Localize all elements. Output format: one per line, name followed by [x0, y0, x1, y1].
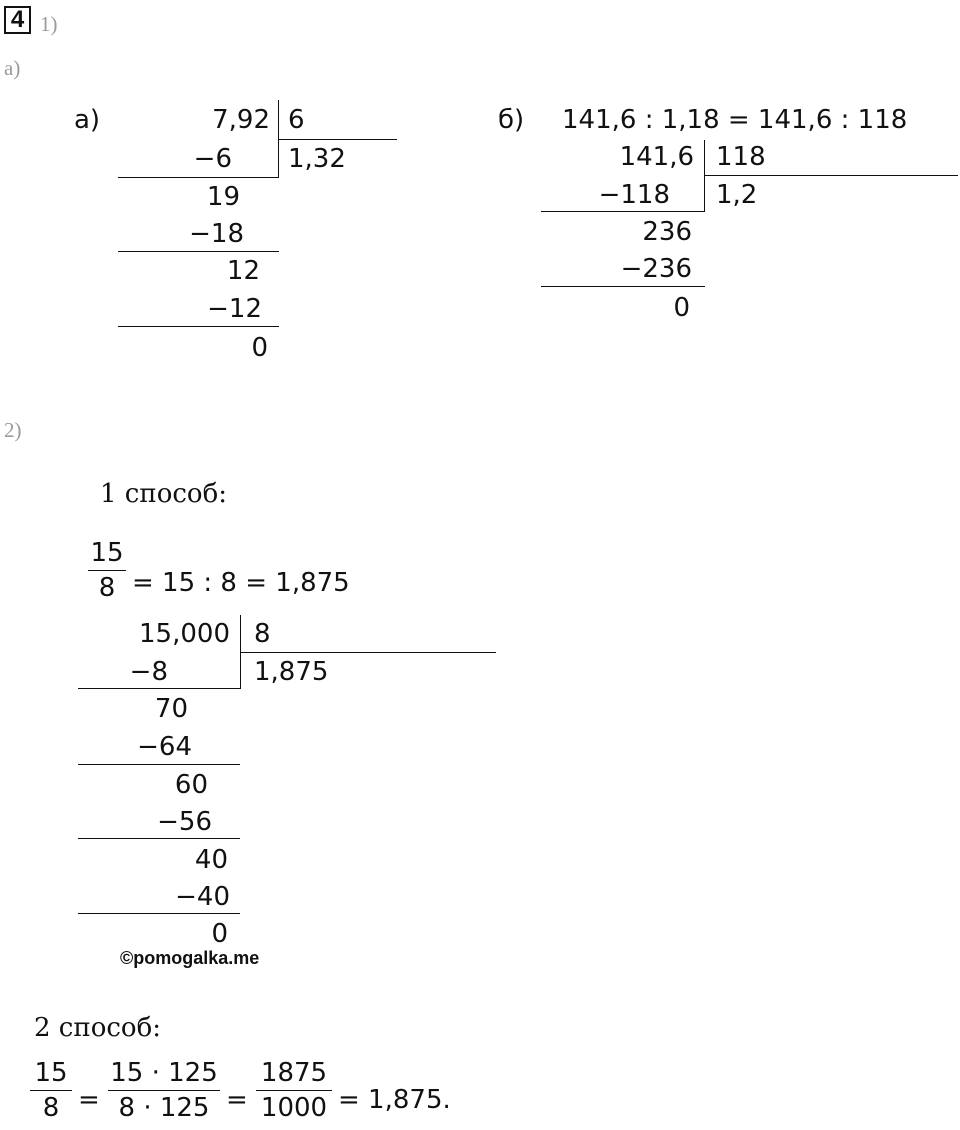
method1-step: −56 [157, 807, 212, 837]
method1-step: −64 [137, 732, 192, 762]
method1-title: 1 способ: [100, 479, 227, 509]
a-quotient: 1,32 [288, 144, 346, 174]
method1-step-line [78, 913, 240, 914]
method1-step: 70 [154, 694, 188, 724]
fraction-denominator: 1000 [260, 1093, 328, 1123]
a-step: 19 [206, 182, 240, 212]
b-division-bracket-vertical [704, 140, 705, 212]
method1-step: 60 [174, 770, 208, 800]
b-step-line [541, 286, 705, 287]
b-step: 236 [642, 217, 692, 247]
b-quotient: 1,2 [716, 180, 758, 210]
b-step: −118 [598, 180, 670, 210]
a-step-line [118, 326, 279, 327]
fraction-denominator: 8 · 125 [118, 1093, 210, 1123]
watermark: ©pomogalka.me [120, 948, 260, 968]
method1-step-line [78, 838, 240, 839]
a-division-bracket-horizontal [279, 139, 397, 140]
a-step-line [118, 251, 279, 252]
method2-result: = 1,875. [338, 1085, 451, 1115]
task-number-badge: 4 [4, 6, 31, 34]
b-divisor: 118 [716, 142, 766, 172]
method1-step: −40 [175, 882, 230, 912]
fraction-numerator: 15 [34, 1058, 68, 1088]
fraction-numerator: 15 [90, 538, 124, 568]
a-step: 12 [226, 256, 260, 286]
method2-equals: = [226, 1085, 248, 1115]
b-dividend: 141,6 [619, 142, 694, 172]
a-step: −12 [207, 294, 262, 324]
method2-fraction-2 [108, 1058, 220, 1123]
method1-divisor: 8 [254, 619, 271, 649]
method1-equation: = 15 : 8 = 1,875 [132, 568, 350, 598]
method1-step-line [78, 688, 240, 689]
b-step-line [541, 211, 705, 212]
b-equation: 141,6 : 1,18 = 141,6 : 118 [562, 105, 908, 135]
part2-label: 2) [4, 418, 22, 442]
a-label: а) [74, 105, 101, 135]
b-division-bracket-horizontal [705, 175, 958, 176]
a-divisor: 6 [288, 105, 305, 135]
method1-dividend: 15,000 [139, 619, 230, 649]
method1-quotient: 1,875 [254, 657, 329, 687]
method1-step: 40 [194, 845, 228, 875]
fraction-bar [256, 1090, 332, 1091]
fraction-bar [88, 570, 126, 571]
method2-fraction-1 [30, 1058, 72, 1123]
method1-division-bracket-horizontal [241, 652, 496, 653]
part1-sub-label: а) [4, 56, 21, 80]
fraction-denominator: 8 [98, 573, 116, 603]
method1-fraction [88, 538, 126, 603]
fraction-numerator: 1875 [260, 1058, 328, 1088]
method2-fraction-3 [256, 1058, 332, 1123]
a-dividend: 7,92 [212, 105, 270, 135]
method1-step: 0 [211, 919, 228, 949]
a-step-line [118, 177, 279, 178]
a-step: 0 [251, 333, 268, 363]
b-step: 0 [673, 293, 690, 323]
method2-title: 2 способ: [34, 1013, 161, 1043]
fraction-bar [108, 1090, 220, 1091]
fraction-denominator: 8 [42, 1093, 60, 1123]
b-step: −236 [620, 254, 692, 284]
method1-step-line [78, 764, 240, 765]
fraction-numerator: 15 · 125 [110, 1058, 218, 1088]
b-label: б) [498, 105, 525, 135]
fraction-bar [30, 1090, 72, 1091]
part1-label: 1) [40, 12, 58, 36]
method1-step: −8 [129, 657, 168, 687]
method2-equals: = [78, 1085, 100, 1115]
a-step: −18 [189, 219, 244, 249]
a-step: −6 [193, 144, 232, 174]
